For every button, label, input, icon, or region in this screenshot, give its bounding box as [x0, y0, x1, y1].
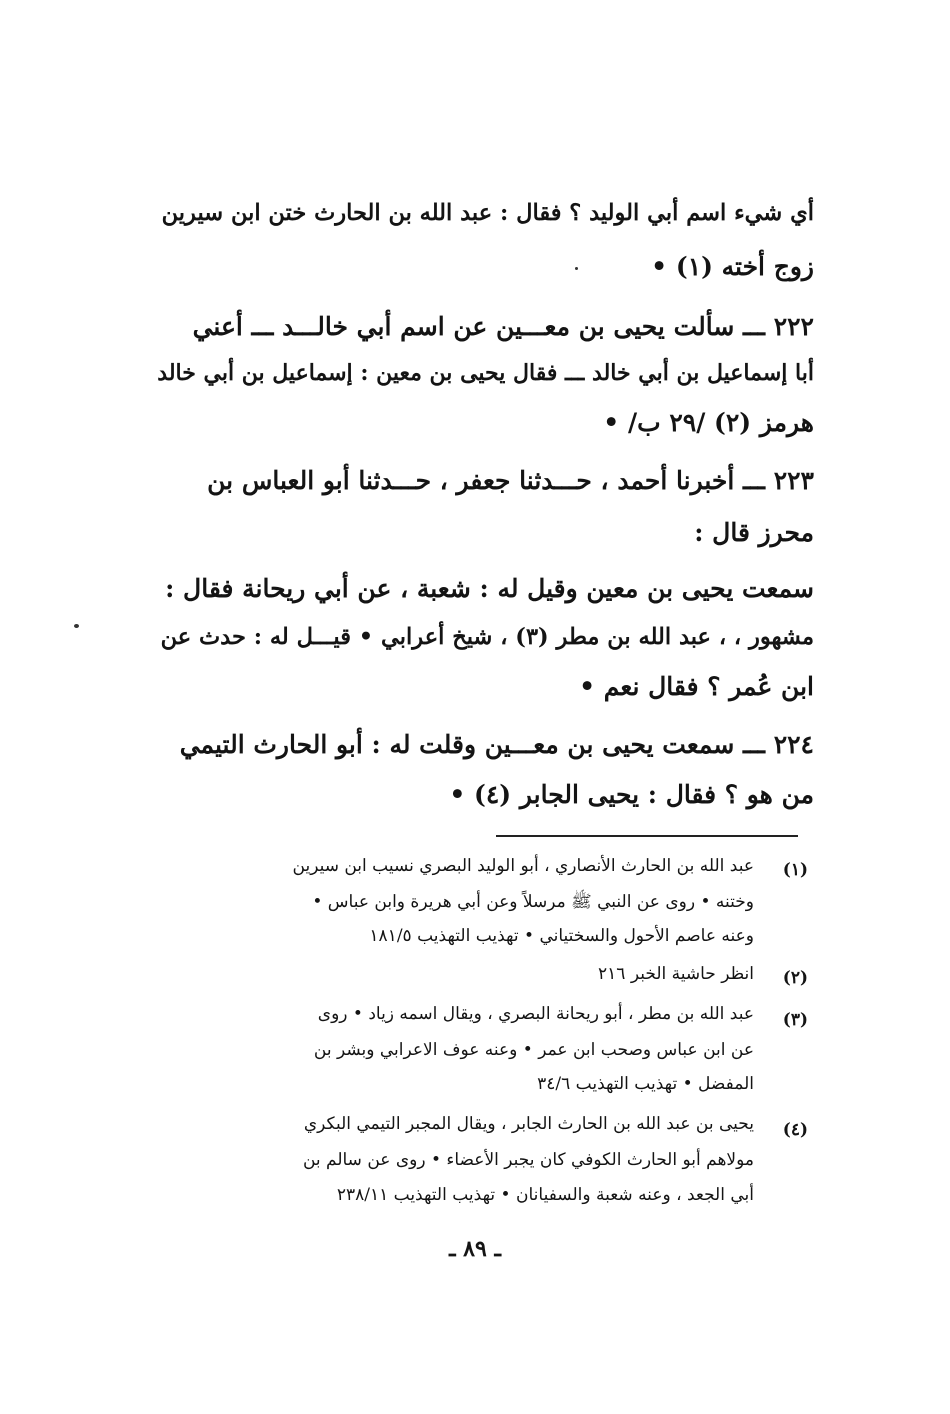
footnote-line: وختنه • روى عن النبي ﷺ مرسلاً وعن أبي هريرة وابن عباس • [312, 892, 754, 912]
footnote-number: (٤) [782, 1120, 808, 1140]
footnote-line: أبي الجعد ، وعنه شعبة والسفيانان • تهذيب التهذيب ٢٣٨/١١ [336, 1185, 754, 1205]
main-text-line: أي شيء اسم أبي الوليد ؟ فقال : عبد الله بن الحارث ختن ابن سيرين [161, 200, 814, 226]
main-text-line: سمعت يحيى بن معين وقيل له : شعبة ، عن أبي ريحانة فقال : [165, 574, 814, 603]
footnote-number: (١) [782, 860, 808, 880]
footnote-line: عبد الله بن الحارث الأنصاري ، أبو الوليد البصري نسيب ابن سيرين [292, 856, 754, 876]
main-text-line: من هو ؟ فقال : يحيى الجابر (٤) • [449, 780, 814, 809]
footnote-line: مولاهم أبو الحارث الكوفي كان يجبر الأعضاء • روى عن سالم بن [302, 1150, 754, 1170]
scan-speck [74, 624, 79, 628]
main-text-line: زوج أخته (١) • [651, 252, 814, 281]
footnote-number: (٣) [782, 1010, 808, 1030]
footnote-separator [496, 835, 798, 837]
main-text-line: ٢٢٤ ـــ سمعت يحيى بن معـــين وقلت له : أبو الحارث التيمي [179, 730, 814, 759]
footnote-line: انظر حاشية الخبر ٢١٦ [598, 964, 754, 984]
scan-speck [575, 267, 578, 270]
footnote-line: يحيى بن عبد الله بن الحارث الجابر ، ويقال المجبر التيمي البكري [303, 1114, 754, 1134]
main-text-line: محرز قال : [694, 518, 814, 547]
main-text-line: ابن عُمر ؟ فقال نعم • [579, 672, 814, 701]
footnote-line: وعنه عاصم الأحول والسختياني • تهذيب التهذيب ١٨١/٥ [369, 926, 754, 946]
footnote-line: عبد الله بن مطر ، أبو ريحانة البصري ، ويقال اسمه زياد • روى [317, 1004, 754, 1024]
page-number: ـ ٨٩ ـ [449, 1236, 501, 1262]
main-text-line: هرمز (٢) /٢٩ ب/ • [603, 408, 814, 437]
footnote-line: عن ابن عباس وصحب ابن عمر • وعنه عوف الاعرابي وبشر بن [313, 1040, 754, 1060]
footnote-line: المفضل • تهذيب التهذيب ٣٤/٦ [537, 1074, 754, 1094]
footnote-number: (٢) [782, 968, 808, 988]
main-text-line: أبا إسماعيل بن أبي خالد ـــ فقال يحيى بن معين : إسماعيل بن أبي خالد [157, 360, 814, 386]
main-text-line: ٢٢٣ ـــ أخبرنا أحمد ، حـــدثنا جعفر ، حـــدثنا أبو العباس بن [207, 466, 814, 495]
main-text-line: مشهور ، ، عبد الله بن مطر (٣) ، شيخ أعرابي • قيـــل له : حدث عن [160, 624, 814, 650]
main-text-line: ٢٢٢ ـــ سألت يحيى بن معـــين عن اسم أبي خالـــد ـــ أعني [192, 312, 814, 341]
